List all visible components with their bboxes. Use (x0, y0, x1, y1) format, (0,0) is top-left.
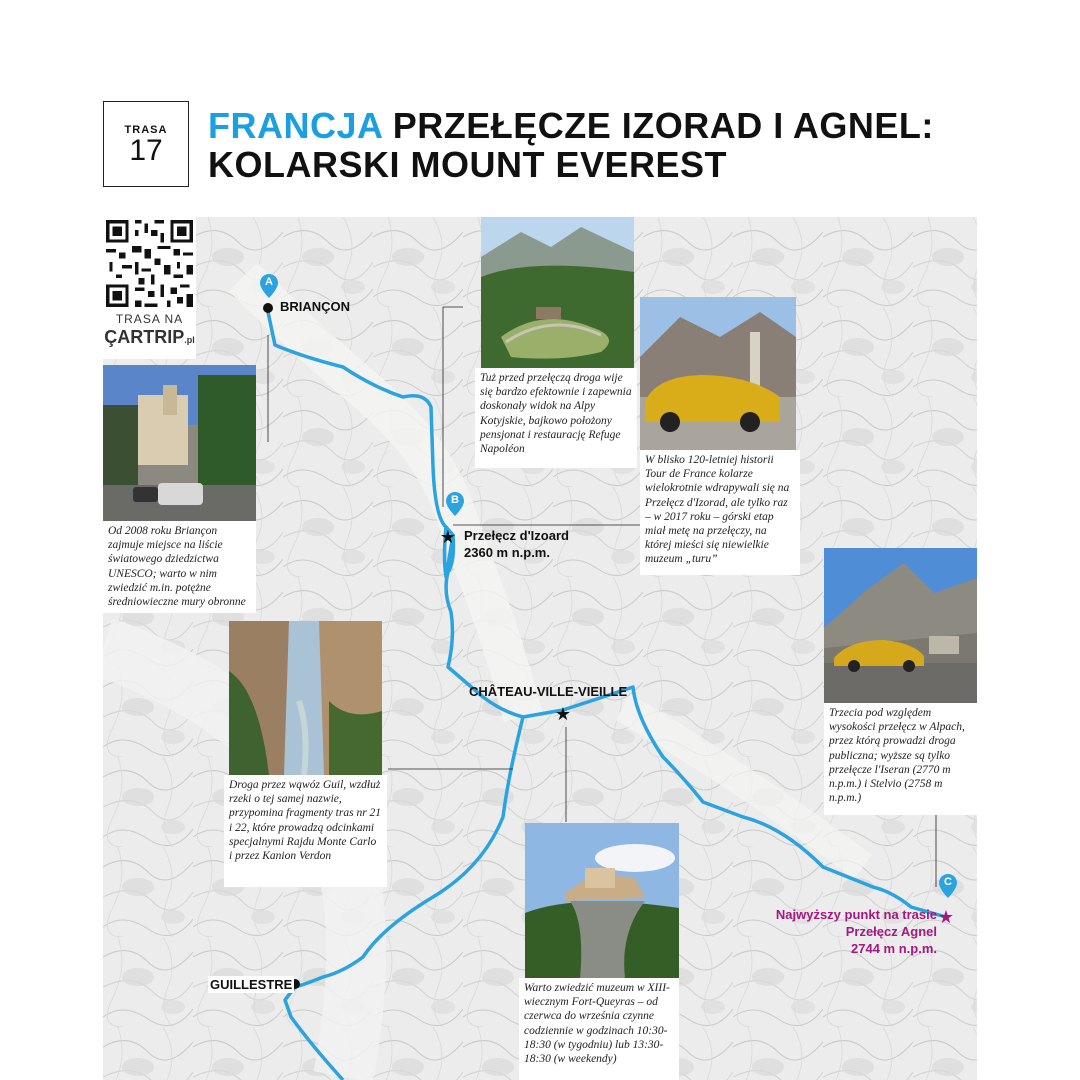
cartrip-suffix: .pl (184, 335, 195, 345)
place-briancon: BRIANÇON (280, 299, 351, 314)
cartrip-logo[interactable] (103, 327, 196, 348)
point-b-label: B (451, 494, 459, 506)
svg-text:★: ★ (439, 527, 457, 547)
cartrip-brand: ÇARTRIP (104, 327, 185, 347)
title-line-1: PRZEŁĘCZE IZORAD I AGNEL: (392, 105, 934, 146)
caption-guil-gorge: Droga przez wąwóz Guil, wzdłuż rzeki o tej samej nazwie, przypomina fragmenty tras nr 21 i 22, które prowadzą odcinkami specjalnymi Rajdu Monte Carlo i przez Kanion Verdon (224, 775, 387, 887)
agnel-highest-note: Najwyższy punkt na trasie (775, 907, 937, 922)
izoard-pass-label (464, 527, 569, 561)
country-name: FRANCJA (208, 105, 383, 146)
title-line-2: KOLARSKI MOUNT EVEREST (208, 144, 728, 185)
place-chateau-ville-vieille: CHÂTEAU-VILLE-VIEILLE (469, 684, 628, 699)
caption-refuge-napoleon: Tuż przed przełęczą droga wije się bardzo efektownie i zapewnia doskonały widok na Alpy Kotyjskie, bajkowo położony pensjonat i restaurację Refuge Napoléon (475, 368, 637, 468)
route-number: 17 (129, 134, 163, 167)
svg-text:★: ★ (554, 704, 572, 724)
qr-code-block[interactable] (103, 217, 196, 359)
photo-briancon (103, 365, 256, 521)
agnel-pass-label (743, 906, 937, 957)
caption-agnel: Trzecia pod względem wysokości przełęcz w Alpach, przez którą prowadzi droga publiczna; wyższe są tylko przełęcze l'Iseran (2770 m n.p.m.) i Stelvio (2758 m n.p.m.) (824, 703, 977, 815)
point-a-marker[interactable] (260, 274, 278, 298)
page-title (208, 106, 1008, 184)
point-c-label: C (944, 876, 952, 888)
caption-briancon: Od 2008 roku Briançon zajmuje miejsce na liście światowego dziedzictwa UNESCO; warto w nim zwiedzić m.in. potężne średniowieczne mury obronne (103, 521, 256, 613)
izoard-pass-name: Przełęcz d'Izoard (464, 528, 569, 543)
qr-code-icon[interactable] (103, 217, 196, 310)
point-c-marker[interactable] (939, 874, 957, 898)
place-guillestre: GUILLESTRE (210, 977, 293, 992)
svg-text:★: ★ (937, 907, 955, 927)
point-a-label: A (265, 276, 273, 288)
photo-guil-gorge (229, 621, 382, 775)
agnel-pass-name: Przełęcz Agnel (845, 924, 937, 939)
caption-tour-de-france: W blisko 120-letniej historii Tour de France kolarze wielokrotnie wdrapywali się na Przełęcz d'Izorad, ale tylko raz – w 2017 roku – górski etap miał metę na przełęczy, na której mieści się niewielkie muzeum „turu” (640, 450, 800, 575)
route-map[interactable] (103, 217, 977, 1080)
point-b-marker[interactable] (446, 492, 464, 516)
photo-izoard-car (640, 297, 796, 450)
photo-refuge-napoleon (481, 217, 634, 368)
route-badge (103, 101, 189, 187)
route-label: TRASA (124, 124, 168, 136)
photo-fort-queyras (525, 823, 679, 978)
photo-agnel-pass (824, 548, 977, 703)
qr-caption: TRASA NA (115, 312, 184, 326)
agnel-pass-altitude: 2744 m n.p.m. (851, 941, 937, 956)
caption-fort-queyras: Warto zwiedzić muzeum w XIII-wiecznym Fort-Queyras – od czerwca do września czynne codziennie w godzinach 10:30-18:30 (w tygodniu) lub 13:30-18:30 (w weekendy) (519, 978, 679, 1080)
izoard-pass-altitude: 2360 m n.p.m. (464, 545, 550, 560)
